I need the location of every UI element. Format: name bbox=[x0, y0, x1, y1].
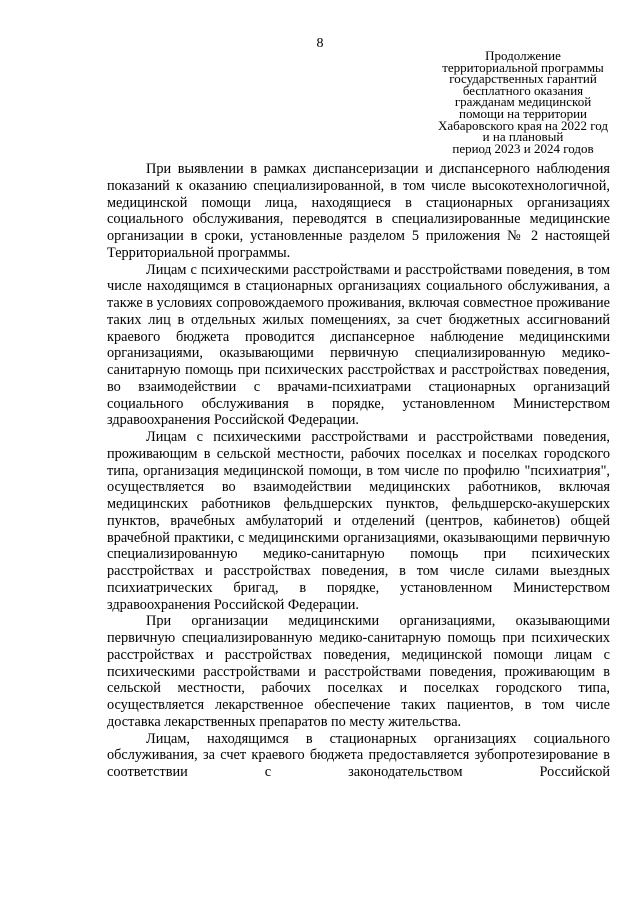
header-line: территориальной программы bbox=[442, 59, 604, 75]
header-line: Продолжение bbox=[485, 48, 561, 63]
paragraph: Лицам с психическими расстройствами и расстройствами поведения, в том числе находящимся в стационарных организациях социального обслуживания, а также в условиях сопровождаемого проживания, включая совместное проживание таких лиц в отдельных жилых помещениях, за счет бюджетных ассигнований краевого бюджета проводится диспансерное наблюдение медицинскими организациями, оказывающими первичную специализированную медико-санитарную помощь при психических расстройствах и расстройствах поведения, во взаимодействии с врачами-психиатрами стационарных организаций социального обслуживания в порядке, установленном Министерством здравоохранения Российской Федерации. bbox=[107, 261, 610, 429]
paragraph: При выявлении в рамках диспансеризации и диспансерного наблюдения показаний к оказанию специализированной, в том числе высокотехнологичной, медицинской помощи лица, находящиеся в стационарных организациях социального обслуживания, переводятся в специализированные медицинские организации в сроки, установленные разделом 5 приложения № 2 настоящей Территориальной программы. bbox=[107, 161, 610, 261]
paragraph: При организации медицинскими организациями, оказывающими первичную специализированную медико-санитарную помощь при психических расстройствах и расстройствах поведения, медицинской помощи лицам с психическими расстройствами и расстройствами поведения, проживающим в сельской местности, рабочих поселках и поселках городского типа, осуществляется лекарственное обеспечение таких пациентов, в том числе доставка лекарственных препаратов по месту жительства. bbox=[107, 613, 610, 730]
paragraph: Лицам, находящимся в стационарных организациях социального обслуживания, за счет краевого бюджета предоставляется зубопротезирование в соответствии с законодательством Российской bbox=[107, 730, 610, 780]
header-line: государственных гарантий bbox=[449, 71, 597, 87]
header-line: Хабаровского края на 2022 год bbox=[437, 117, 609, 133]
paragraph: Лицам с психическими расстройствами и расстройствами поведения, проживающим в сельской местности, рабочих поселках и поселках городского типа, организация медицинской помощи, в том числе по профилю "психиатрия", осуществляется во взаимодействии медицинских работников, включая медицинских работников фельдшерских пунктов, фельдшерско-акушерских пунктов, врачебных амбулаторий и отделений (центров, кабинетов) общей врачебной практики, с медицинскими организациями, оказывающими первичную специализированную медико-санитарную помощь при психических расстройствах и расстройствах поведения, в том числе силами выездных психиатрических бригад, в порядке, установленном Министерством здравоохранения Российской Федерации. bbox=[107, 429, 610, 613]
header-line: гражданам медицинской bbox=[454, 94, 592, 110]
header-line: помощи на территории bbox=[459, 105, 587, 121]
document-body bbox=[107, 161, 610, 781]
header-line: период 2023 и 2024 годов bbox=[452, 140, 594, 156]
document-header bbox=[428, 50, 618, 154]
header-line: бесплатного оказания bbox=[462, 82, 584, 98]
page-number: 8 bbox=[316, 36, 324, 51]
header-line: и на плановый bbox=[482, 129, 564, 145]
